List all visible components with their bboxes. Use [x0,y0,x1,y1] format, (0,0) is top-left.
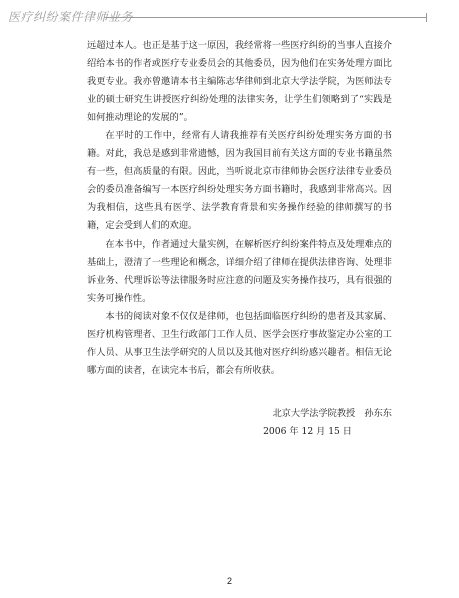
signature-date: 2006 年 12 月 15 日 [263,426,352,437]
paragraph-1: 远超过本人。也正是基于这一原因，我经常将一些医疗纠纷的当事人直接介绍给本书的作者或医疗专业委员会的其他委员，因为他们在实务处理方面比我更专业。我亦曾邀请本书主编陈志华律师到北京大学法学院，为医师法专业的硕士研究生讲授医疗纠纷处理的法律实务，让学生们领略到了“实践是如何推动理论的发展的”。 [87,40,392,124]
signature-block [87,405,392,441]
body-text [87,37,392,380]
paragraph-4: 本书的阅读对象不仅仅是律师，也包括面临医疗纠纷的患者及其家属、医疗机构管理者、卫生行政部门工作人员、医学会医疗事故鉴定办公室的工作人员、从事卫生法学研究的人员以及其他对医疗纠纷感兴趣者。相信无论哪方面的读者，在读完本书后，都会有所收获。 [87,310,392,376]
header-rule [104,17,426,18]
running-header-title: 医疗纠纷案件律师业务 [8,10,134,24]
signature-author: 北京大学法学院教授 孙东东 [272,408,392,419]
paragraph-3: 在本书中，作者通过大量实例，在解析医疗纠纷案件特点及处理难点的基础上，澄清了一些理论和概念，详细介绍了律师在提供法律咨询、处理非诉业务、代理诉讼等法律服务时应注意的问题及实务操作技巧，具有很强的实务可操作性。 [87,238,392,304]
running-header [0,0,459,36]
paragraph-2: 在平时的工作中，经常有人请我推荐有关医疗纠纷处理实务方面的书籍。对此，我总是感到非常遗憾，因为我国目前有关这方面的专业书籍虽然有一些，但高质量的有限。因此，当听说北京市律师协会医疗法律专业委员会的委员准备编写一本医疗纠纷处理实务方面书籍时，我感到非常高兴。因为我相信，这些具有医学、法学教育背景和实务操作经验的律师撰写的书籍，定会受到人们的欢迎。 [87,130,392,232]
page-number: 2 [226,576,232,586]
header-rule-end [426,13,427,22]
